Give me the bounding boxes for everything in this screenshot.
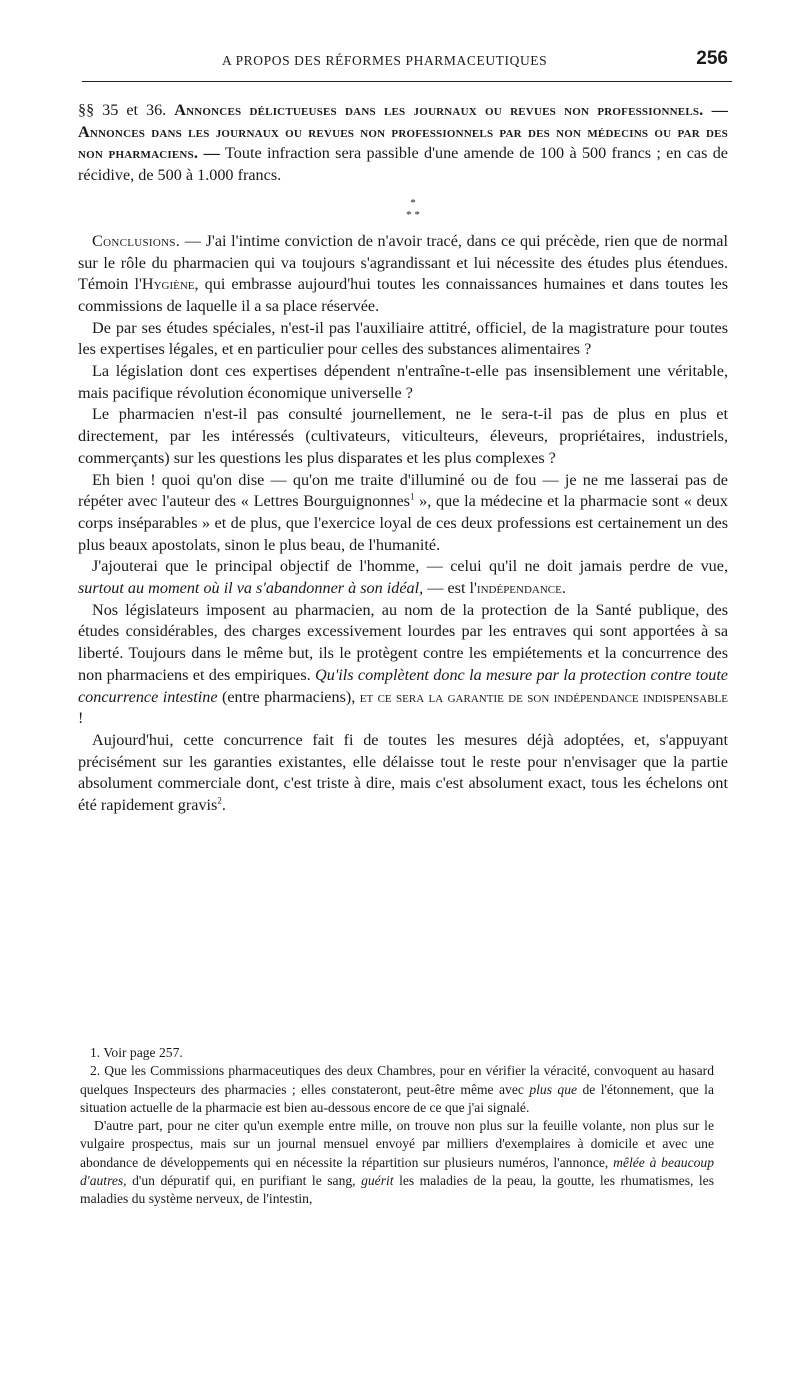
section-text: Toute infraction sera passible d'une amende de 100 à 500 francs ; en cas de récidive, de 500 à 1.000 francs. (78, 144, 728, 185)
conclusions-label: Conclusions. (92, 231, 181, 250)
p7-emphasis: Qu'ils complètent donc la mesure par la protection contre toute concurrence intestine (78, 665, 728, 706)
conclusions-paragraph-3: La législation dont ces expertises dépendent n'entraîne-t-elle pas insensiblement une véritable, mais pacifique révolution économique universelle ? (78, 362, 728, 402)
fn3-text-a: D'autre part, pour ne citer qu'un exemple entre mille, on trouve non plus sur la feuille volante, non plus sur le vulgaire prospectus, mais sur un journal mensuel envoyé par milliers d'exemplaires à domicile et avec une abondance de développements qui en nécessite la répartition sur plusieurs numéros, l'annonce, (80, 1118, 714, 1170)
conclusions-paragraph-1 (78, 231, 728, 318)
p8-text-a: Aujourd'hui, cette concurrence fait fi de toutes les mesures déjà adoptées, et, s'appuyant précisément sur les garanties existantes, elle délaisse tout le reste pour n'envisager que la partie absolument commerciale dont, c'est triste à dire, mais c'est absolument exact, tous les échelons ont été rapidement gravis (78, 730, 728, 815)
p7-small-caps: et ce sera la garantie de son indépendance indispensable (359, 687, 728, 706)
fn3-emphasis-1: mêlée à beaucoup d'autres, (80, 1154, 714, 1189)
running-head (82, 48, 732, 78)
footnote-ref-2: 2 (217, 795, 222, 806)
conclusions-p1-end: , qui embrasse aujourd'hui toutes les connaissances humaines et dans toutes les commissions de laquelle il a sa place réservée. (78, 275, 728, 315)
header-rule (82, 81, 732, 82)
p7-text-b: (entre pharmaciens), (217, 687, 360, 706)
fn3-text-b: d'un dépuratif qui, en purifiant le sang, (126, 1173, 362, 1189)
asterism-divider (78, 197, 728, 221)
page-number: 256 (696, 48, 728, 69)
p5-text-b: », que la médecine et la pharmacie sont « deux corps inséparables » et de plus, que l'exercice loyal de ces deux professions est certainement un des plus beaux apostolats, sinon le plus beau, de l'humanité. (78, 492, 728, 554)
conclusions-paragraph-6 (78, 556, 728, 599)
footnotes (80, 1044, 714, 1209)
p7-end: ! (78, 709, 84, 728)
fn2-emphasis: plus que (529, 1081, 578, 1097)
fn2-text-a: 2. Que les Commissions pharmaceutiques des deux Chambres, pour en vérifier la véracité, convoquent au hasard quelques Inspecteurs des pharmacies ; elles constateront, peut-être même avec (80, 1063, 714, 1097)
p6-emphasis: surtout au moment où il va s'abandonner à son idéal, (78, 579, 424, 598)
p5-text-a: Eh bien ! quoi qu'on dise — qu'on me traite d'illuminé ou de fou — je ne me lasserai pas de répéter avec l'auteur des « Lettres Bourguignonnes (78, 470, 728, 511)
section-number: §§ 35 et 36. (78, 101, 167, 119)
fn3-text-c: les maladies de la peau, la goutte, les rhumatismes, les maladies du système nerveux, de l'intestin, (80, 1173, 714, 1207)
footnote-2-continued (80, 1117, 714, 1208)
p6-text-a: J'ajouterai que le principal objectif de l'homme, — celui qu'il ne doit jamais perdre de vue, (92, 557, 728, 576)
running-title: A PROPOS DES RÉFORMES PHARMACEUTIQUES (222, 53, 548, 68)
conclusions-paragraph-8 (78, 730, 728, 817)
conclusions-paragraph-7 (78, 600, 728, 730)
fn3-emphasis-2: guérit (361, 1173, 394, 1189)
section-heading: Annonces délictueuses dans les journaux ou revues non professionnels. — Annonces dans les journaux ou revues non professionnels par des non médecins ou par des non pharmaciens. — (78, 101, 728, 163)
conclusions-paragraph-5 (78, 470, 728, 557)
asterism-top: * (410, 196, 416, 209)
body-text (78, 100, 728, 817)
footnote-1: 1. Voir page 257. (90, 1045, 183, 1060)
hygiene-word: Hygiène (141, 275, 195, 294)
p8-end: . (221, 796, 226, 815)
p7-text-a: Nos législateurs imposent au pharmacien, au nom de la protection de la Santé publique, des études considérables, des charges excessivement lourdes par les entraves qui sont apportées à sa liberté. Toujours dans le même but, ils le protègent contre les empiétements et la concurrence des non pharmaciens et des empiriques. (78, 600, 728, 684)
footnote-ref-1: 1 (409, 491, 415, 502)
independance-word: indépendance. (476, 579, 566, 598)
conclusions-paragraph-4: Le pharmacien n'est-il pas consulté journellement, ne le sera-t-il pas de plus en plus et directement, par les intéressés (cultivateurs, viticulteurs, éleveurs, propriétaires, industriels, commerçants) sur les questions les plus disparates et les plus complexes ? (78, 405, 728, 467)
p6-text-b: — est l' (423, 579, 477, 598)
conclusions-p1-text: — J'ai l'intime conviction de n'avoir tracé, dans ce qui précède, rien que de normal sur le rôle du pharmacien qui va toujours s'agrandissant et lui nécessite des études plus étendues. Témoin l' (78, 231, 728, 294)
footnote-2 (80, 1062, 714, 1117)
fn2-text-b: de l'étonnement, que la situation actuelle de la pharmacie est bien au-dessous encore de ce que j'ai signalé. (80, 1081, 714, 1115)
asterism-bottom: * * (406, 208, 420, 221)
section-35-36 (78, 100, 728, 187)
conclusions-paragraph-2: De par ses études spéciales, n'est-il pas l'auxiliaire attitré, officiel, de la magistrature pour toutes les expertises légales, et en particulier pour celles des substances alimentaires ? (78, 318, 728, 359)
